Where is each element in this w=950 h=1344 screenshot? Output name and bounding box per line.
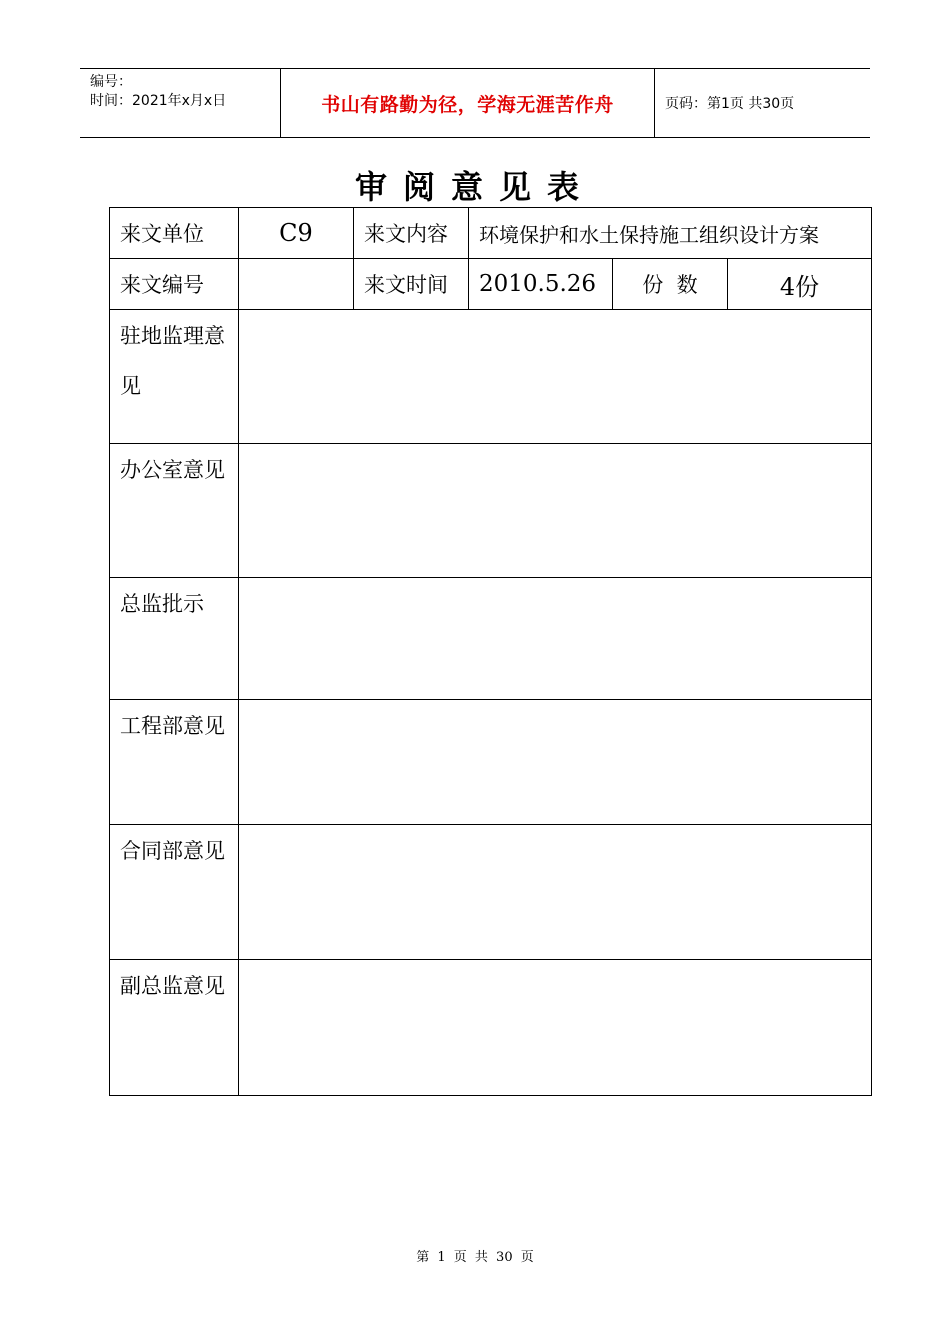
opinion-label-text: 总监批示 (120, 592, 204, 616)
label-doc-number: 来文编号 (110, 259, 239, 310)
label-source-content: 来文内容 (354, 208, 469, 259)
input-office[interactable] (239, 444, 872, 578)
table-row-opinion (110, 825, 872, 960)
value-copies: 4份 (728, 259, 872, 310)
table-row-source (110, 208, 872, 259)
input-contract-dept[interactable] (239, 825, 872, 960)
opinion-label-text: 工程部意见 (120, 714, 225, 738)
label-copies: 份 数 (613, 259, 728, 310)
opinion-label-text: 办公室意见 (120, 458, 225, 482)
label-chief-supervisor (110, 578, 239, 700)
header-meta (80, 69, 281, 137)
table-row-opinion (110, 578, 872, 700)
value-doc-number (239, 259, 354, 310)
input-chief-supervisor[interactable] (239, 578, 872, 700)
opinion-label-text (120, 320, 234, 402)
input-deputy-chief[interactable] (239, 960, 872, 1096)
value-source-content: 环境保护和水土保持施工组织设计方案 (469, 208, 872, 259)
table-row-opinion (110, 700, 872, 825)
input-engineering-dept[interactable] (239, 700, 872, 825)
opinion-label-text: 副总监意见 (120, 974, 225, 998)
table-row-opinion (110, 444, 872, 578)
value-source-unit: C9 (239, 208, 354, 259)
label-resident-supervisor (110, 310, 239, 444)
label-office (110, 444, 239, 578)
table-row-opinion (110, 960, 872, 1096)
label-contract-dept (110, 825, 239, 960)
page-title: 审阅意见表 (354, 168, 595, 206)
header-page-info: 页码：第1页 共30页 (665, 96, 795, 112)
opinion-label-text: 合同部意见 (120, 839, 225, 863)
page-header (80, 68, 870, 138)
header-motto: 书山有路勤为径，学海无涯苦作舟 (281, 69, 655, 137)
label-doc-time: 来文时间 (354, 259, 469, 310)
label-engineering-dept (110, 700, 239, 825)
opinion-label-line: 驻地监理意 (120, 324, 225, 348)
doc-date-label: 时间：2021年x月x日 (90, 93, 227, 109)
doc-number-label: 编号： (90, 74, 132, 90)
table-row-meta (110, 259, 872, 310)
input-resident-supervisor[interactable] (239, 310, 872, 444)
value-doc-time: 2010.5.26 (469, 259, 613, 310)
opinion-label-line: 见 (120, 374, 141, 398)
table-row-opinion (110, 310, 872, 444)
review-table (109, 207, 872, 1096)
label-source-unit: 来文单位 (110, 208, 239, 259)
label-deputy-chief (110, 960, 239, 1096)
page-footer: 第 1 页 共 30 页 (416, 1250, 534, 1265)
